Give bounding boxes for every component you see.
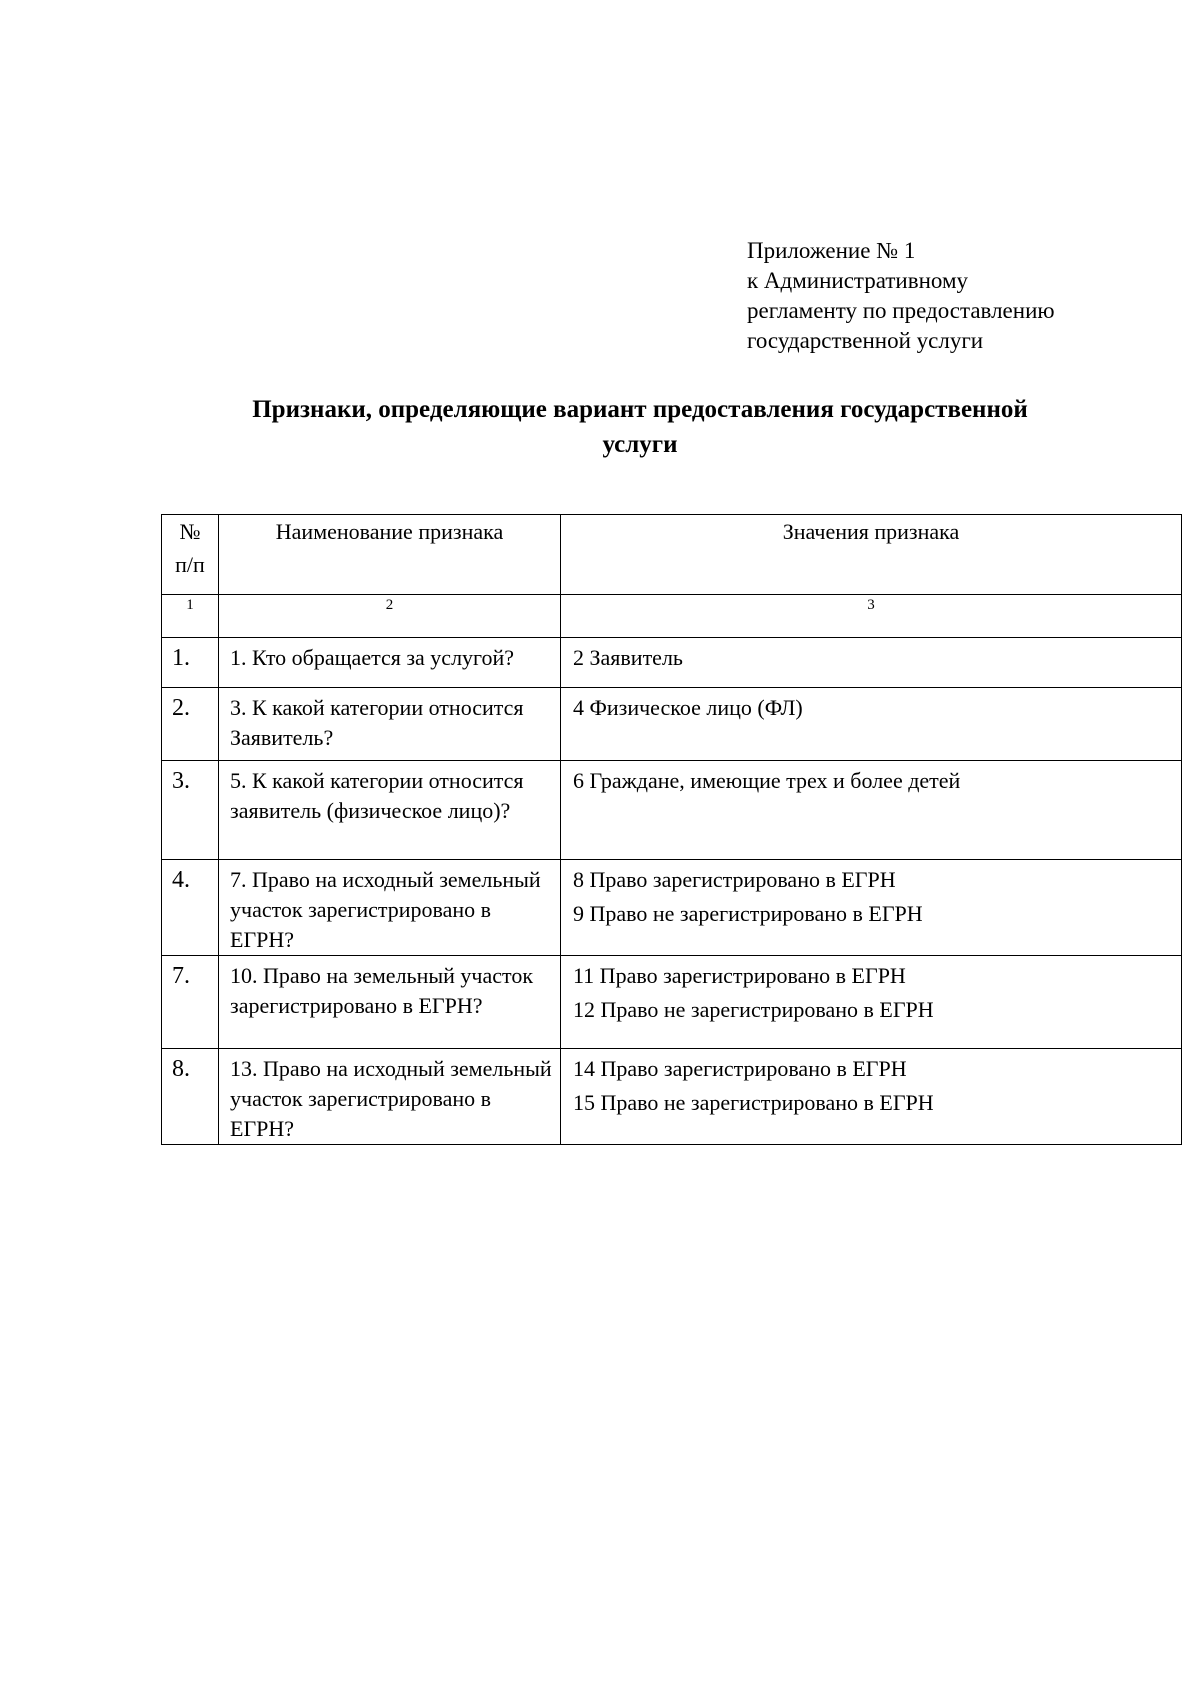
header-number-line2: п/п xyxy=(175,552,205,577)
criteria-table xyxy=(161,514,1182,1145)
row-value: 4 Физическое лицо (ФЛ) xyxy=(573,695,803,720)
row-value: 6 Граждане, имеющие трех и более детей xyxy=(573,768,961,793)
row-value: 2 Заявитель xyxy=(573,645,683,670)
table-row xyxy=(162,956,1182,1049)
table-row xyxy=(162,761,1182,860)
header-name: Наименование признака xyxy=(219,515,561,595)
row-question: 13. Право на исходный земельный участок зарегистрировано в ЕГРН? xyxy=(219,1049,561,1145)
row-question: 5. К какой категории относится заявитель (физическое лицо)? xyxy=(219,761,561,860)
header-number xyxy=(162,515,219,595)
row-number: 3. xyxy=(162,761,219,860)
row-values xyxy=(561,860,1182,956)
row-values xyxy=(561,956,1182,1049)
row-value: 11 Право зарегистрировано в ЕГРН xyxy=(573,963,906,988)
row-value: 8 Право зарегистрировано в ЕГРН xyxy=(573,867,896,892)
annex-line: Приложение № 1 xyxy=(747,238,916,263)
table-row xyxy=(162,638,1182,688)
row-number: 7. xyxy=(162,956,219,1049)
row-values xyxy=(561,688,1182,761)
row-number: 8. xyxy=(162,1049,219,1145)
header-values: Значения признака xyxy=(561,515,1182,595)
document-title xyxy=(150,392,1130,462)
table-row xyxy=(162,860,1182,956)
row-value: 12 Право не зарегистрировано в ЕГРН xyxy=(573,997,934,1022)
annex-line: регламенту по предоставлению xyxy=(747,298,1055,323)
column-number-row xyxy=(162,595,1182,638)
row-question: 10. Право на земельный участок зарегистрировано в ЕГРН? xyxy=(219,956,561,1049)
column-number: 2 xyxy=(219,595,561,638)
table-row xyxy=(162,1049,1182,1145)
row-value: 14 Право зарегистрировано в ЕГРН xyxy=(573,1056,907,1081)
column-number: 1 xyxy=(162,595,219,638)
title-line: услуги xyxy=(602,431,678,458)
row-question: 3. К какой категории относится Заявитель? xyxy=(219,688,561,761)
row-values xyxy=(561,1049,1182,1145)
annex-line: к Административному xyxy=(747,268,969,293)
annex-line: государственной услуги xyxy=(747,328,984,353)
title-line: Признаки, определяющие вариант предоставления государственной xyxy=(252,396,1028,423)
column-number: 3 xyxy=(561,595,1182,638)
row-value: 15 Право не зарегистрировано в ЕГРН xyxy=(573,1090,934,1115)
row-question: 1. Кто обращается за услугой? xyxy=(219,638,561,688)
header-number-line1: № xyxy=(179,519,201,544)
row-number: 2. xyxy=(162,688,219,761)
annex-block xyxy=(747,236,1167,356)
table-header-row xyxy=(162,515,1182,595)
row-values xyxy=(561,761,1182,860)
row-number: 4. xyxy=(162,860,219,956)
table-row xyxy=(162,688,1182,761)
row-question: 7. Право на исходный земельный участок зарегистрировано в ЕГРН? xyxy=(219,860,561,956)
row-values xyxy=(561,638,1182,688)
row-value: 9 Право не зарегистрировано в ЕГРН xyxy=(573,901,923,926)
row-number: 1. xyxy=(162,638,219,688)
